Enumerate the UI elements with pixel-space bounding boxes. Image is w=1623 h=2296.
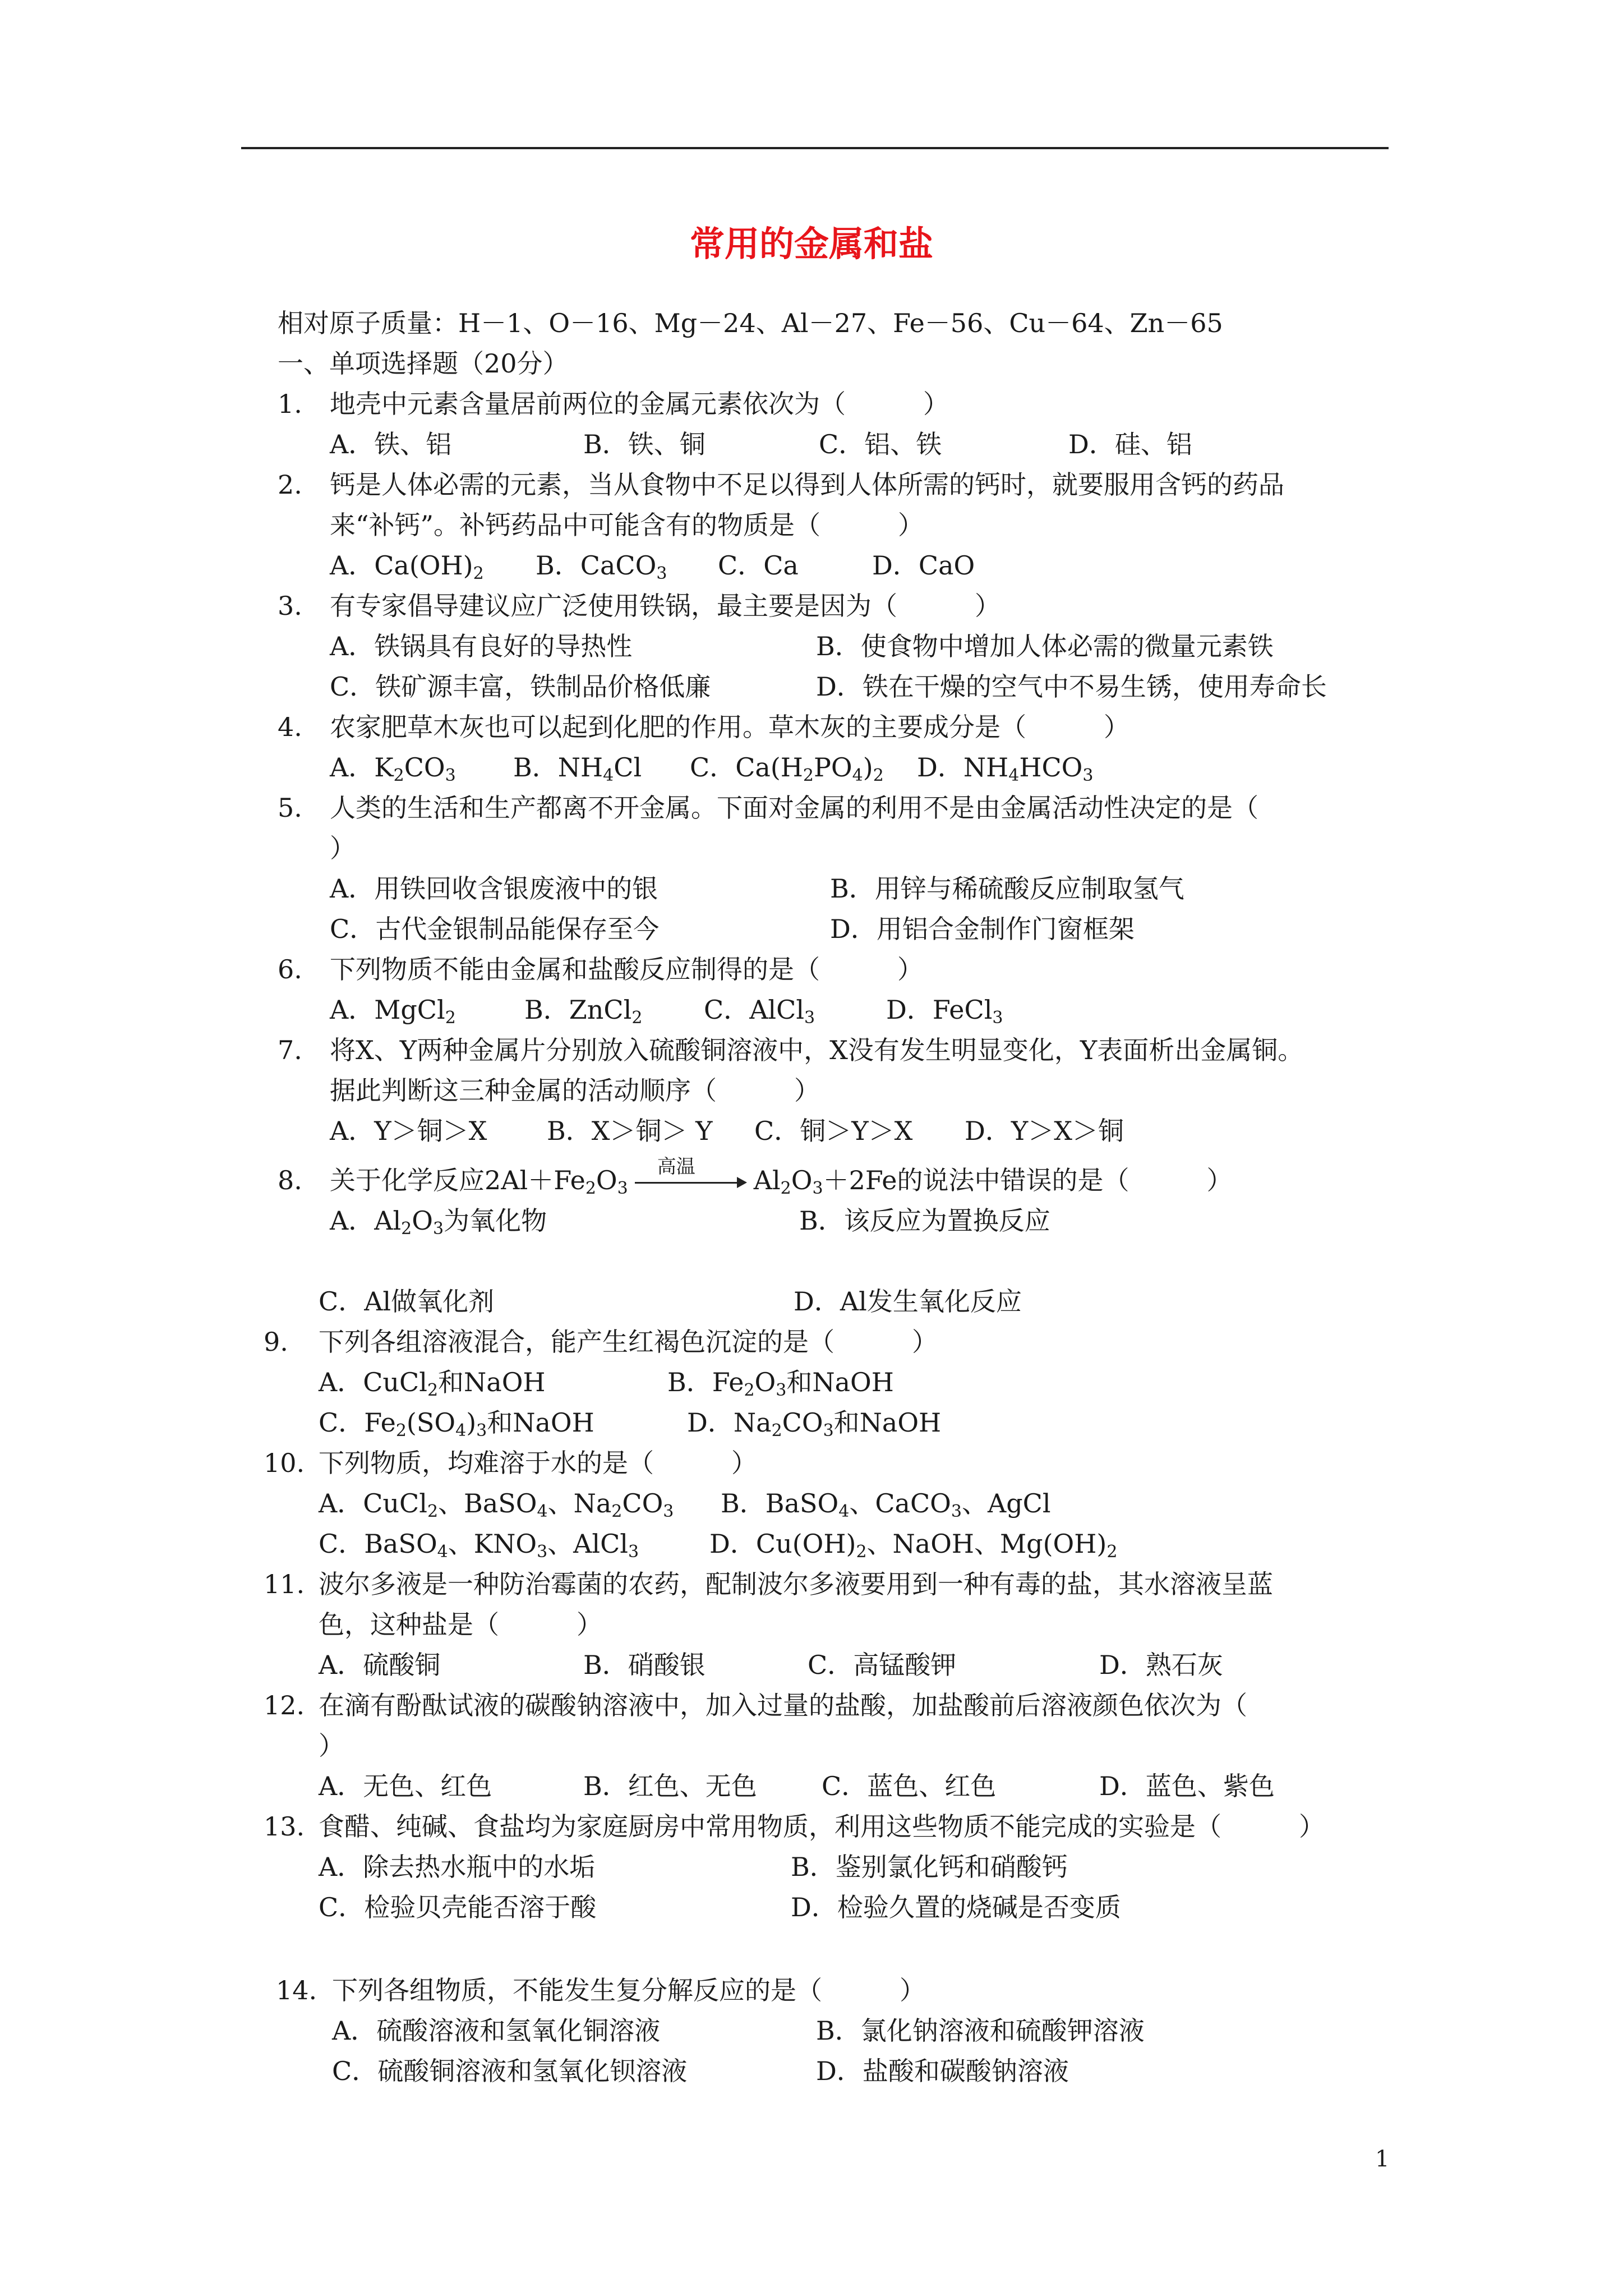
- option-a: A．Y＞铜＞X: [330, 1116, 487, 1146]
- question-number: 4.: [278, 712, 302, 742]
- question-stem-continued: 色，这种盐是（ ）: [319, 1609, 602, 1640]
- section-heading: 一、单项选择题（20分）: [278, 348, 569, 379]
- question-stem-continued: 据此判断这三种金属的活动顺序（ ）: [330, 1075, 820, 1106]
- option-c: C．BaSO$_4$、$KNO_3$、AlCl$_3$: [319, 1529, 639, 1562]
- option-b: B．红色、无色: [583, 1771, 757, 1801]
- option-c: C．Al做氧化剂: [319, 1286, 495, 1317]
- option-d: D．FeCl$_3$: [886, 995, 1003, 1028]
- reaction-condition: 高温: [657, 1156, 695, 1178]
- question-stem: 将X、Y两种金属片分别放入硫酸铜溶液中，X没有发生明显变化，Y表面析出金属铜。: [330, 1035, 1304, 1065]
- option-c: C．$Fe_2(SO_4)_3$和NaOH: [319, 1407, 594, 1441]
- question-stem: 地壳中元素含量居前两位的金属元素依次为（ ）: [330, 389, 949, 419]
- option-c: C．检验贝壳能否溶于酸: [319, 1892, 597, 1922]
- option-a: A．铁锅具有良好的导热性: [330, 631, 633, 661]
- question-stem: 人类的生活和生产都离不开金属。下面对金属的利用不是由金属活动性决定的是（: [330, 793, 1258, 823]
- header-rule: [241, 147, 1389, 149]
- page-title: 常用的金属和盐: [689, 223, 933, 264]
- option-b: B．该反应为置换反应: [799, 1205, 1050, 1236]
- option-a: A．铁、铝: [330, 429, 452, 459]
- question-stem: 有专家倡导建议应广泛使用铁锅，最主要是因为（ ）: [330, 591, 1000, 621]
- option-c: C．蓝色、红色: [822, 1771, 997, 1801]
- question-stem: 关于化学反应$2Al+Fe_2O_3$ 高温 $Al_2O_3+2Fe$的说法中错误的是（ ）: [330, 1163, 1232, 1197]
- option-d: D．熟石灰: [1099, 1650, 1223, 1680]
- option-d: D．蓝色、紫色: [1099, 1771, 1275, 1801]
- option-a: A．MgCl$_2$: [330, 995, 456, 1028]
- option-d: D．硅、铝: [1068, 429, 1192, 459]
- option-a: A．无色、红色: [319, 1771, 492, 1801]
- option-c: C．铝、铁: [819, 429, 942, 459]
- option-a: A．除去热水瓶中的水垢: [319, 1852, 596, 1882]
- option-c: C．硫酸铜溶液和氢氧化钡溶液: [332, 2056, 688, 2086]
- option-d: D．$Na_2CO_3$和NaOH: [687, 1407, 942, 1441]
- question-stem: 下列物质，均难溶于水的是（ ）: [319, 1448, 757, 1478]
- question-number: 6.: [278, 954, 302, 984]
- question-stem: 钙是人体必需的元素，当从食物中不足以得到人体所需的钙时，就要服用含钙的药品: [330, 470, 1284, 500]
- atomic-masses: 相对原子质量：H－1、O－16、Mg－24、Al－27、Fe－56、Cu－64、Zn－65: [278, 308, 1223, 338]
- option-d: D．检验久置的烧碱是否变质: [791, 1892, 1121, 1922]
- option-a: A．CuCl$_2$和NaOH: [319, 1367, 546, 1400]
- question-stem-continued: 来“补钙”。补钙药品中可能含有的物质是（ ）: [330, 510, 924, 540]
- question-number: 14.: [276, 1975, 317, 2005]
- option-b: B．用锌与稀硫酸反应制取氢气: [830, 873, 1184, 904]
- question-number: 12.: [264, 1690, 305, 1720]
- option-b: B．铁、铜: [583, 429, 706, 459]
- option-a: A．$Al_2O_3$为氧化物: [330, 1205, 547, 1239]
- option-b: B．$Fe_2O_3$和NaOH: [667, 1367, 894, 1400]
- question-number: 3.: [278, 591, 302, 621]
- option-b: B．X＞铜＞ Y: [547, 1116, 713, 1146]
- option-b: B．ZnCl$_2$: [524, 995, 643, 1028]
- page-number: 1: [1375, 2146, 1390, 2172]
- option-c: C．铜＞Y＞X: [754, 1116, 913, 1146]
- option-a: A．用铁回收含银废液中的银: [330, 873, 658, 904]
- question-stem: 波尔多液是一种防治霉菌的农药，配制波尔多液要用到一种有毒的盐，其水溶液呈蓝: [319, 1569, 1273, 1599]
- question-stem: 食醋、纯碱、食盐均为家庭厨房中常用物质，利用这些物质不能完成的实验是（ ）: [319, 1811, 1325, 1842]
- option-d: D．盐酸和碳酸钠溶液: [816, 2056, 1069, 2086]
- question-stem: 下列各组物质，不能发生复分解反应的是（ ）: [332, 1975, 925, 2005]
- option-b: B．硝酸银: [583, 1650, 706, 1680]
- option-a: A．硫酸溶液和氢氧化铜溶液: [332, 2016, 661, 2046]
- question-stem: 在滴有酚酞试液的碳酸钠溶液中，加入过量的盐酸，加盐酸前后溶液颜色依次为（: [319, 1690, 1247, 1720]
- question-stem: 农家肥草木灰也可以起到化肥的作用。草木灰的主要成分是（ ）: [330, 712, 1129, 742]
- option-b: B．氯化钠溶液和硫酸钾溶液: [816, 2016, 1145, 2046]
- option-b: B．CaCO$_3$: [536, 550, 667, 583]
- option-b: B．BaSO$_4$、CaCO$_3$、AgCl: [721, 1488, 1051, 1521]
- question-number: 1.: [278, 389, 302, 419]
- question-number: 13.: [264, 1811, 305, 1842]
- question-number: 11.: [264, 1569, 305, 1599]
- question-stem-continued: ）: [319, 1731, 344, 1761]
- option-b: B．使食物中增加人体必需的微量元素铁: [816, 631, 1274, 661]
- option-c: C．Ca: [718, 550, 799, 581]
- question-number: 2.: [278, 470, 302, 500]
- option-d: D．CaO: [872, 550, 975, 581]
- question-number: 5.: [278, 793, 302, 823]
- option-b: B．$NH_4Cl$: [513, 752, 642, 785]
- option-c: C．$Ca(H_2PO_4)_2$: [690, 752, 884, 785]
- question-stem: 下列物质不能由金属和盐酸反应制得的是（ ）: [330, 954, 923, 984]
- option-a: A．CuCl$_2$、BaSO$_4$、$Na_2CO_3$: [319, 1488, 674, 1521]
- question-number: 7.: [278, 1035, 302, 1065]
- question-stem: 下列各组溶液混合，能产生红褐色沉淀的是（ ）: [319, 1327, 938, 1357]
- option-c: C．古代金银制品能保存至今: [330, 914, 660, 944]
- option-d: D．铁在干燥的空气中不易生锈，使用寿命长: [816, 671, 1327, 702]
- option-c: C．AlCl$_3$: [704, 995, 815, 1028]
- question-number: 10.: [264, 1448, 305, 1478]
- option-a: A．$Ca(OH)_2$: [330, 550, 484, 583]
- option-a: A．硫酸铜: [319, 1650, 441, 1680]
- option-c: C．铁矿源丰富，铁制品价格低廉: [330, 671, 711, 702]
- option-d: D．$NH_4HCO_3$: [917, 752, 1094, 785]
- option-c: C．高锰酸钾: [808, 1650, 957, 1680]
- option-d: D．Al发生氧化反应: [794, 1286, 1022, 1317]
- option-d: D．用铝合金制作门窗框架: [830, 914, 1135, 944]
- question-stem-continued: ）: [330, 833, 356, 863]
- option-b: B．鉴别氯化钙和硝酸钙: [791, 1852, 1068, 1882]
- question-number: 8.: [278, 1165, 302, 1195]
- reaction-arrow: [635, 1156, 747, 1188]
- option-a: A．$K_2CO_3$: [330, 752, 456, 785]
- question-number: 9.: [264, 1327, 288, 1357]
- option-d: D．$Cu(OH)_2$、NaOH、$Mg(OH)_2$: [709, 1529, 1118, 1562]
- option-d: D．Y＞X＞铜: [965, 1116, 1124, 1146]
